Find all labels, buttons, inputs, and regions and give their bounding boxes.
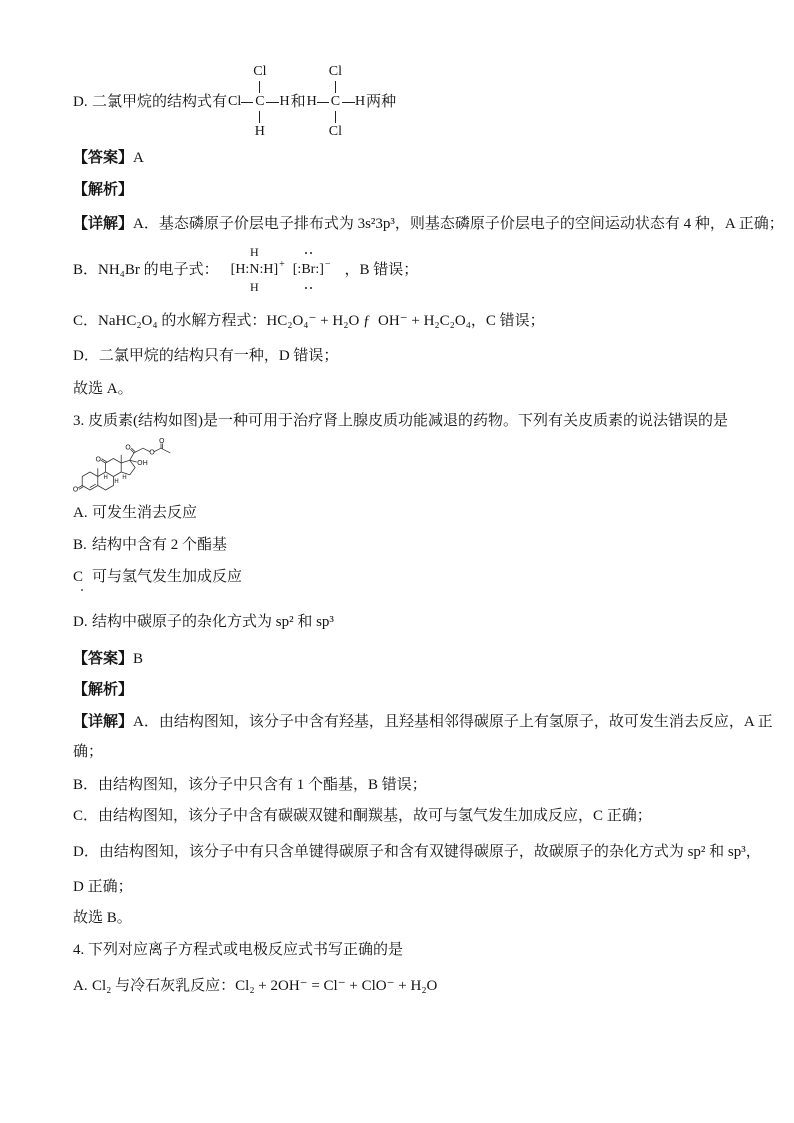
q3-detail-line: 确； — [73, 744, 104, 760]
option-label: D. — [73, 614, 88, 630]
bond-horizontal — [241, 102, 253, 103]
bond-vertical — [335, 111, 336, 123]
label-ketone-c3: O — [72, 485, 79, 494]
q3-option-c — [73, 567, 242, 587]
bond-horizontal — [266, 102, 279, 103]
label-hydroxyl: OH — [137, 459, 148, 467]
atom-left: Cl — [228, 94, 242, 109]
option-label: A. — [73, 505, 88, 521]
q2-option-d — [73, 64, 396, 140]
atom-bottom: H — [250, 280, 259, 294]
carbonyl-c11 — [101, 459, 106, 463]
c17-c20-bond — [130, 453, 134, 460]
q2-conclusion: 故选 A。 — [73, 381, 133, 397]
bond-horizontal — [342, 102, 355, 103]
bond-vertical — [259, 81, 260, 93]
option-label: C — [73, 569, 84, 585]
q2-detail-d: D．二氯甲烷的结构只有一种，D 错误； — [73, 348, 339, 364]
electron-pair-top — [305, 252, 312, 254]
q3-conclusion: 故选 B。 — [73, 910, 132, 926]
q3-detail-line — [73, 712, 773, 732]
atom-top: Cl — [253, 64, 267, 79]
label-h-c9: H — [103, 474, 108, 481]
atom-center: C — [255, 94, 265, 109]
answer-tag: 【答案】 — [73, 651, 134, 667]
atom-right: H — [279, 94, 290, 109]
charge: − — [324, 259, 331, 270]
atom-right: H — [354, 94, 366, 109]
bracket-left-part: [: — [292, 262, 302, 277]
ring-d — [121, 460, 135, 475]
option-text: Cl₂ 与冷石灰乳反应：Cl₂ + 2OH⁻ = Cl⁻ + ClO⁻ + H₂O — [92, 978, 438, 994]
option-label: D. — [73, 94, 88, 110]
detail-b-suffix: ，B 错误； — [344, 262, 419, 278]
option-label: A. — [73, 978, 88, 994]
q2-detail-c: C．NaHC₂O₄ 的水解方程式：HC₂O₄⁻ + H₂O ƒ OH⁻ + H₂C₂O₄，C 错误； — [73, 313, 545, 329]
detail-text: A．由结构图知，该分子中含有羟基，且羟基相邻得碳原子上有氢原子，故可发生消去反应，A 正 — [133, 714, 773, 730]
atom-left: H — [306, 94, 317, 109]
q3-detail-line: C．由结构图知，该分子中含有碳碳双键和酮羰基，故可与氢气发生加成反应，C 正确； — [73, 808, 652, 824]
answer-value: A — [133, 150, 144, 166]
bracket-right-part: :H] — [259, 262, 279, 277]
q2-detail-a — [73, 214, 784, 234]
q4-stem: 4. 下列对应离子方程式或电极反应式书写正确的是 — [73, 942, 404, 958]
bond-horizontal — [317, 102, 329, 103]
q2-answer — [73, 148, 144, 168]
atom-bottom: H — [254, 124, 265, 139]
atom-top: H — [250, 245, 259, 259]
detail-tag: 【详解】 — [73, 714, 134, 730]
bracket-left-part: [H: — [230, 262, 250, 277]
detail-b-prefix: B．NH₄Br 的电子式： — [73, 262, 219, 278]
q3-answer — [73, 649, 143, 669]
option-label: B. — [73, 537, 87, 553]
q3-option-b — [73, 535, 227, 555]
bromide-electron-formula — [293, 245, 331, 295]
atom-top: Cl — [328, 64, 342, 79]
label-acetyl-oxo: O — [159, 437, 165, 445]
electron-pair-bottom — [305, 287, 312, 289]
bond-vertical — [259, 111, 260, 123]
option-suffix: 两种 — [366, 94, 397, 110]
q4-option-a — [73, 976, 437, 996]
answer-tag: 【答案】 — [73, 150, 134, 166]
atom-labels — [73, 437, 165, 494]
conjunction: 和 — [290, 94, 306, 110]
option-text: 结构中含有 2 个酯基 — [92, 537, 228, 553]
label-ketone-c11: O — [95, 455, 102, 464]
bond-vertical — [335, 81, 336, 93]
label-h-c8: H — [114, 478, 119, 485]
label-h-c14: H — [122, 474, 127, 481]
carbonyl-c20 — [131, 448, 136, 453]
q2-analysis-heading: 【解析】 — [73, 182, 134, 198]
atom-center: Br — [301, 262, 316, 277]
q3-detail-line: B．由结构图知，该分子中只含有 1 个酯基，B 错误； — [73, 777, 427, 793]
skeleton-bonds — [78, 444, 170, 490]
q3-option-a — [73, 503, 197, 523]
detail-tag: 【详解】 — [73, 216, 134, 232]
structural-formula-1 — [228, 64, 290, 140]
ammonium-electron-formula — [231, 245, 285, 295]
q3-option-d — [73, 612, 334, 632]
answer-value: B — [133, 651, 144, 667]
structural-formula-2 — [307, 64, 365, 140]
q3-detail-line: D 正确； — [73, 879, 133, 895]
q3-stem: 3. 皮质素(结构如图)是一种可用于治疗肾上腺皮质功能减退的药物。下列有关皮质素的说法错误的是 — [73, 413, 728, 429]
option-text: 可与氢气发生加成反应 — [92, 569, 243, 585]
cortisone-structure — [72, 436, 184, 498]
atom-bottom: Cl — [328, 124, 342, 139]
option-text: 二氯甲烷的结构式有 — [92, 94, 228, 110]
option-text: 结构中碳原子的杂化方式为 sp² 和 sp³ — [92, 614, 334, 630]
charge: + — [279, 259, 285, 270]
q3-analysis-heading: 【解析】 — [73, 682, 134, 698]
bracket-right-part: :] — [315, 262, 324, 277]
option-text: 可发生消去反应 — [92, 505, 198, 521]
q2-detail-b — [73, 245, 418, 295]
stray-dot — [81, 589, 83, 591]
atom-center: C — [330, 94, 341, 109]
q3-detail-line: D．由结构图知，该分子中有只含单键得碳原子和含有双键得碳原子，故碳原子的杂化方式为 sp² 和 sp³， — [73, 844, 761, 860]
carbonyl-c3 — [78, 486, 83, 490]
atom-center: N — [249, 262, 260, 277]
label-ester-oxygen: O — [149, 448, 155, 457]
detail-text: A．基态磷原子价层电子排布式为 3s²3p³，则基态磷原子价层电子的空间运动状态有 4 种，A 正确； — [133, 216, 784, 232]
label-oxo-c20: O — [125, 443, 131, 452]
